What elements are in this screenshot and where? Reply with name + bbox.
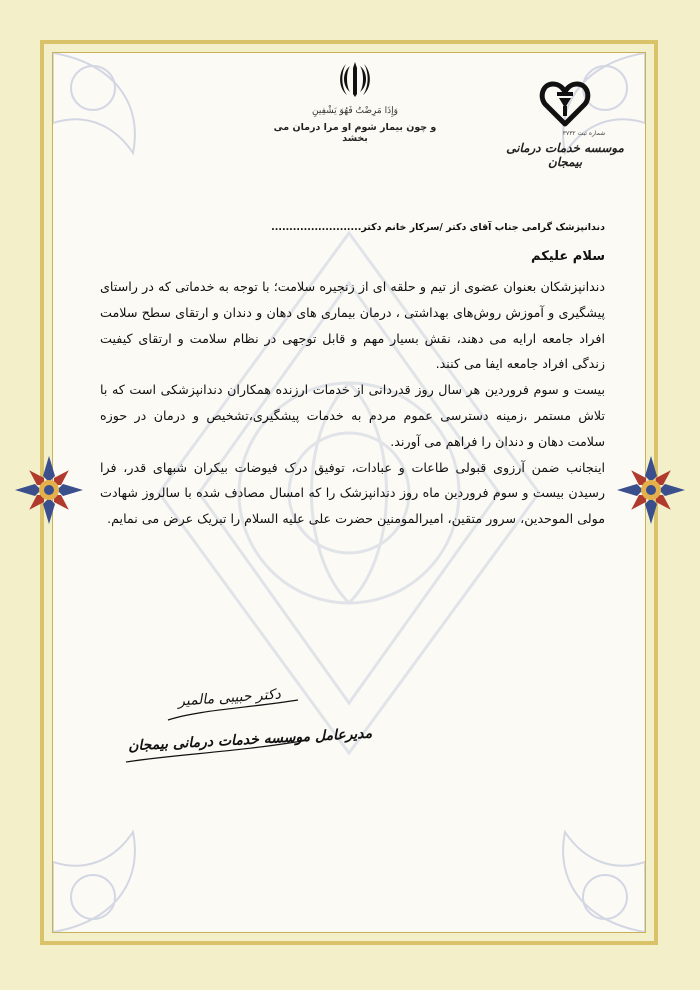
letter-body: [100, 222, 605, 532]
organization-logo-icon: [539, 78, 591, 128]
paragraph: بیست و سوم فروردین هر سال روز قدردانی از خدمات ارزنده همکاران دندانپزشکی است که با تلاش مستمر ،زمینه دسترسی عموم مردم به خدمات پیشگیری،تشخیص و درمان در حوزه سلامت دهان و دندان را فراهم می آورند.: [100, 382, 605, 449]
signature-block: [118, 680, 373, 770]
iran-emblem-icon: [338, 60, 372, 98]
left-rosette-icon: [14, 455, 84, 525]
paragraph: اینجانب ضمن آرزوی قبولی طاعات و عبادات، توفیق درک فیوضات بیکران شبهای قدر، فرا رسیدن بیست و سوم فروردین ماه روز دندانپزشک را که امسال مصادف شده با سالروز شهادت مولی الموحدین، سرور متقین، امیرالمومنین حضرت علی علیه السلام را تبریک عرض می نمایم.: [100, 459, 605, 527]
paragraph: دندانپزشکان بعنوان عضوی از تیم و حلقه ای از زنجیره سلامت؛ با توجه به خدماتی که در راستای پیشگیری و آموزش روش‌های بهداشتی ، درمان بیماری های دهان و دندان و ارتقای سطح سلامت افراد جامعه ارایه می دهند، نقش بسیار مهم و قابل توجهی در نظام سلامت و ارتقای کیفیت زندگی افراد جامعه ایفا می کنند.: [100, 279, 605, 372]
greeting: سلام علیکم: [531, 249, 605, 264]
header-verses: [270, 60, 440, 144]
corner-ornament-icon: [53, 792, 213, 932]
signatory-name: دکتر حبیبی مالمیر: [177, 686, 282, 710]
corner-ornament-icon: [485, 792, 645, 932]
organization-name: موسسه خدمات درمانی بیمجان: [506, 141, 624, 169]
corner-ornament-icon: [53, 53, 213, 193]
signatory-title: مدیرعامل موسسه خدمات درمانی بیمجان: [127, 725, 373, 755]
right-rosette-icon: [616, 455, 686, 525]
persian-verse: و چون بیمار شوم او مرا درمان می بخشد: [273, 122, 437, 144]
arabic-verse: وَإِذَا مَرِضْتُ فَهُوَ يَشْفِينِ: [312, 106, 398, 116]
registration-number: شماره ثبت ۳۷۳۲: [562, 130, 606, 137]
recipient-line: دندانپزشک گرامی جناب آقای دکتر /سرکار خانم دکتر.........................: [271, 222, 605, 233]
organization-header: [500, 78, 630, 169]
